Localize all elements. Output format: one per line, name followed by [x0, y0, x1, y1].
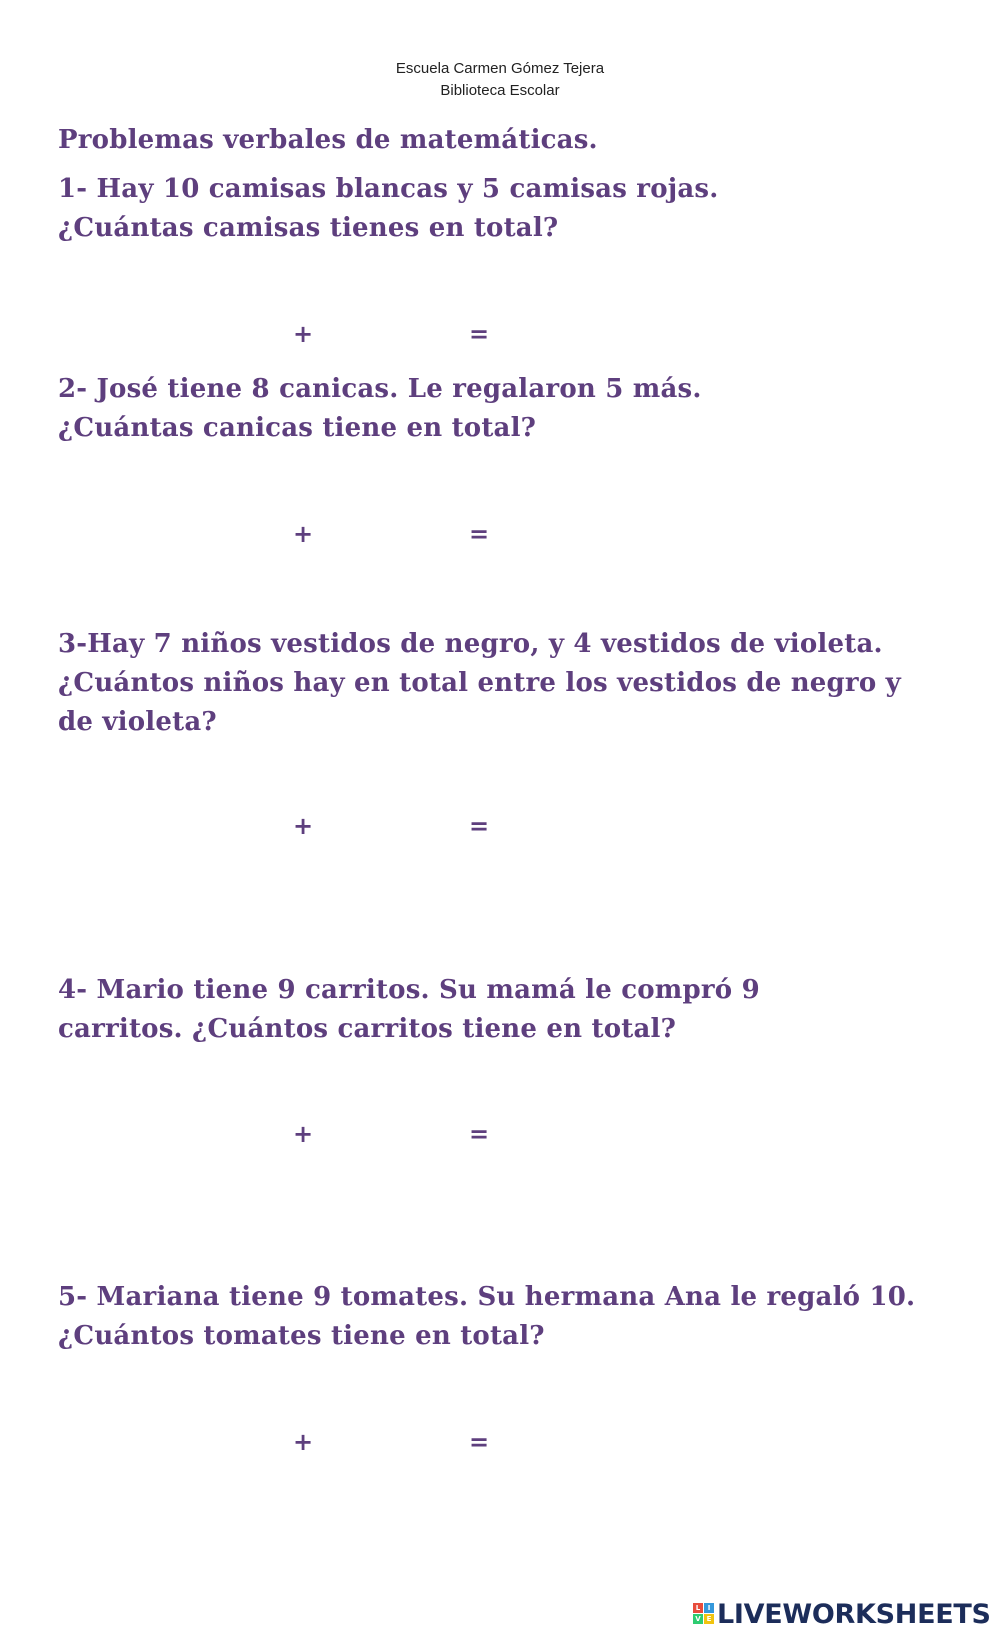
liveworksheets-logo-text: LIVEWORKSHEETS	[717, 1598, 991, 1630]
problem-2-text: 2- José tiene 8 canicas. Le regalaron 5 más. ¿Cuántas canicas tiene en total?	[58, 374, 702, 443]
problem-2-plus-sign: +	[293, 520, 314, 548]
problem-5-equals-sign: =	[469, 1428, 490, 1456]
problem-3-plus-sign: +	[293, 812, 314, 840]
problem-1-text: 1- Hay 10 camisas blancas y 5 camisas rojas. ¿Cuántas camisas tienes en total?	[58, 174, 719, 243]
problem-1-plus-sign: +	[293, 320, 314, 348]
problem-3-equals-sign: =	[469, 812, 490, 840]
problem-4-plus-sign: +	[293, 1120, 314, 1148]
problem-1-equals-sign: =	[469, 320, 490, 348]
problem-2-equals-sign: =	[469, 520, 490, 548]
problem-5-text: 5- Mariana tiene 9 tomates. Su hermana Ana le regaló 10. ¿Cuántos tomates tiene en total?	[58, 1282, 916, 1351]
library-name: Biblioteca Escolar	[440, 82, 560, 99]
problem-3-text: 3-Hay 7 niños vestidos de negro, y 4 vestidos de violeta. ¿Cuántos niños hay en total entre los vestidos de negro y de violeta?	[58, 629, 901, 737]
liveworksheets-logo-icon: L I V E	[693, 1603, 715, 1625]
page-title: Problemas verbales de matemáticas.	[58, 125, 598, 155]
liveworksheets-logo	[693, 1598, 991, 1630]
problem-5-plus-sign: +	[293, 1428, 314, 1456]
school-name: Escuela Carmen Gómez Tejera	[395, 60, 605, 77]
problem-4-equals-sign: =	[469, 1120, 490, 1148]
problem-4-text: 4- Mario tiene 9 carritos. Su mamá le compró 9 carritos. ¿Cuántos carritos tiene en total?	[58, 975, 760, 1044]
document-header	[0, 58, 1000, 102]
